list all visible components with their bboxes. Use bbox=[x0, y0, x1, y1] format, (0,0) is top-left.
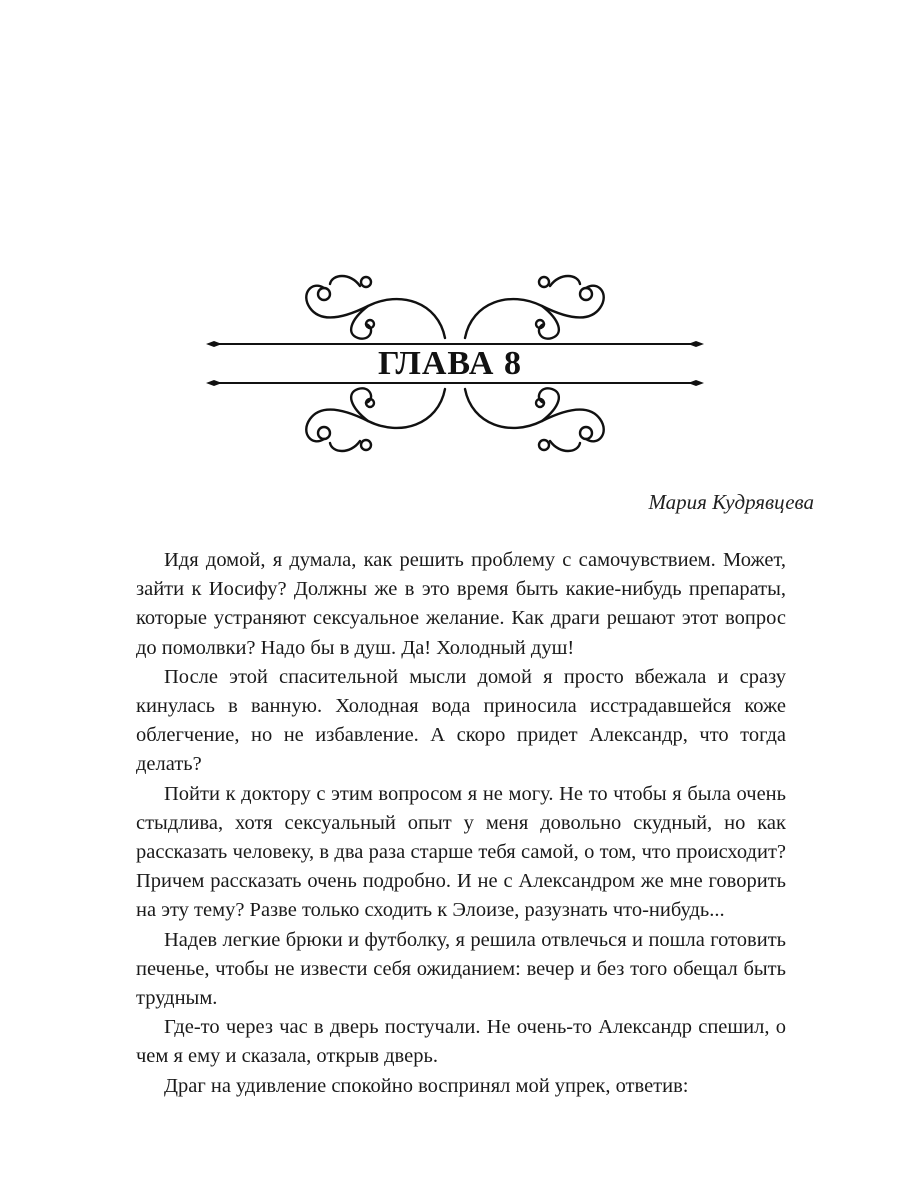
paragraph: Идя домой, я думала, как решить проблему с самочувствием. Может, зайти к Иосифу? Должны же в это время быть какие-нибудь препараты, которые устраняют сексуальное желание. Как драги решают этот вопрос до помолвки? Надо бы в душ. Да! Холодный душ! bbox=[136, 549, 786, 659]
paragraph: Драг на удивление спокойно воспринял мой упрек, ответив: bbox=[164, 1074, 689, 1097]
chapter-body bbox=[136, 546, 786, 1101]
author-name: Мария Кудрявцева bbox=[648, 490, 814, 514]
paragraph: Где-то через час в дверь постучали. Не очень-то Александр спешил, о чем я ему и сказала, открыв дверь. bbox=[136, 1016, 786, 1068]
chapter-title: ГЛАВА 8 bbox=[378, 345, 522, 382]
paragraph: После этой спасительной мысли домой я просто вбежала и сразу кинулась в ванную. Холодная вода приносила исстрадавшейся коже облегчение, но не избавление. А скоро придет Александр, что тогда делать? bbox=[136, 665, 786, 776]
paragraph: Надев легкие брюки и футболку, я решила отвлечься и пошла готовить печенье, чтобы не извести себя ожиданием: вечер и без того обещал быть трудным. bbox=[136, 928, 786, 1010]
paragraph: Пойти к доктору с этим вопросом я не могу. Не то чтобы я была очень стыдлива, хотя сексуальный опыт у меня довольно скудный, но как рассказать человеку, в два раза старше тебя самой, о том, что происходит? Причем рассказать очень подробно. И не с Александром же мне говорить на эту тему? Разве только сходить к Элоизе, разузнать что-нибудь... bbox=[136, 782, 786, 922]
